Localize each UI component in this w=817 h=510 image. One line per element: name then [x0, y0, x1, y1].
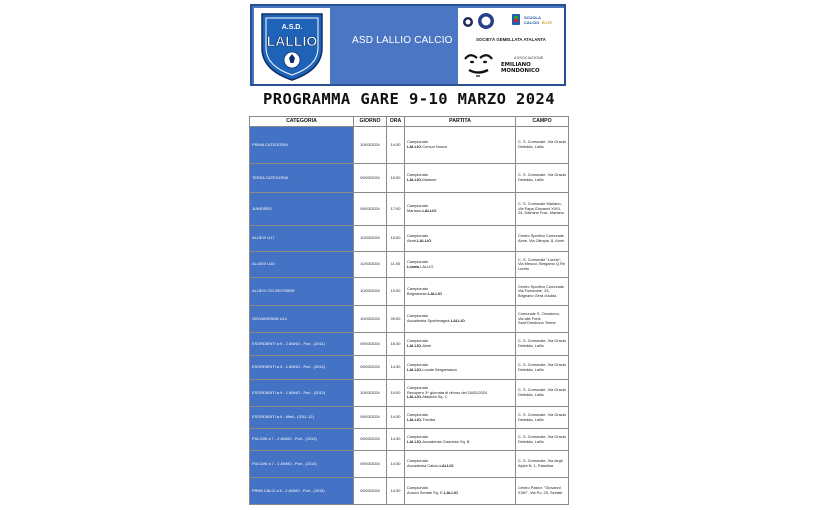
- table-row: [250, 407, 569, 429]
- cell-partita: [405, 164, 516, 193]
- cell-partita: [405, 333, 516, 356]
- away-team: LALLIO: [439, 463, 454, 468]
- cell-giorno: 09/03/2024: [354, 451, 387, 478]
- col-header-partita: PARTITA: [405, 117, 516, 127]
- away-team: Accademia Cisanese Sq. B: [422, 438, 470, 444]
- cell-giorno: 09/03/2024: [354, 193, 387, 226]
- home-team: LALLIO: [407, 343, 422, 348]
- cell-partita: [405, 306, 516, 333]
- cell-partita: [405, 380, 516, 407]
- team-separator: -: [418, 263, 421, 269]
- cell-categoria: ALLIEVI CSI 2007/08/09: [250, 278, 354, 306]
- competition-label: Campionato: [407, 485, 428, 491]
- cell-categoria: PRIMA CATEGORIA: [250, 127, 354, 164]
- svg-text:ÉLITE: ÉLITE: [542, 21, 552, 25]
- competition-label: Campionato: [407, 258, 428, 264]
- home-team: LALLIO: [407, 438, 422, 444]
- club-crest-icon: [254, 8, 330, 84]
- cell-partita: [405, 278, 516, 306]
- cell-partita: [405, 356, 516, 380]
- cell-campo: C. S. Comunale, Via Grazia Deledda, Lallio: [516, 407, 569, 429]
- table-row: [250, 306, 569, 333]
- home-team: Accademia Calcio: [407, 463, 439, 468]
- competition-label: Campionato: [407, 285, 428, 291]
- cell-giorno: 09/03/2024: [354, 356, 387, 380]
- match-teams: [407, 417, 435, 422]
- away-team: Comun Nuovo: [422, 144, 448, 149]
- cell-ora: 14:30: [387, 356, 405, 380]
- cell-campo: Centro Sportivo Comunale Almè, Via Olimpia, 8, Almè: [516, 226, 569, 252]
- table-row: [250, 278, 569, 306]
- association-name: EMILIANO MONDONICO: [501, 62, 540, 74]
- page-title: PROGRAMMA GARE 9-10 MARZO 2024: [263, 90, 555, 108]
- cell-partita: [405, 127, 516, 164]
- cell-categoria: PULCINI a 7 - 2 ANNO - Puri - (2013): [250, 429, 354, 451]
- col-header-campo: CAMPO: [516, 117, 569, 127]
- association-label: ASSOCIAZIONE: [514, 56, 544, 60]
- match-teams: [407, 394, 447, 399]
- cell-ora: 10:00: [387, 278, 405, 306]
- club-logo: [254, 8, 330, 84]
- table-row: [250, 380, 569, 407]
- col-header-giorno: GIORNO: [354, 117, 387, 127]
- cell-campo: Centro Sportivo Comunale, Via Fontanine, 23, Brignano Gera d'Adda: [516, 278, 569, 306]
- competition-label: Campionato: [407, 433, 428, 439]
- home-team: LALLIO: [407, 144, 422, 149]
- team-separator: -: [421, 394, 423, 400]
- home-team: LALLIO: [407, 366, 422, 372]
- cell-ora: 09:00: [387, 306, 405, 333]
- cell-ora: 14:30: [387, 407, 405, 429]
- col-header-categoria: CATEGORIA: [250, 117, 354, 127]
- competition-label: Campionato: [407, 139, 428, 145]
- match-teams: [407, 208, 436, 213]
- match-teams: [407, 318, 465, 323]
- cell-ora: 10:00: [387, 226, 405, 252]
- cell-ora: 11:00: [387, 252, 405, 278]
- svg-text:LALLIO: LALLIO: [266, 33, 318, 49]
- competition-label: Campionato: [407, 338, 428, 344]
- match-teams: [407, 490, 458, 495]
- cell-categoria: JUNIORES: [250, 193, 354, 226]
- cell-campo: C. S. Comunale, Via Grazia Deledda, Lallio: [516, 356, 569, 380]
- away-team: LALLIO: [420, 263, 434, 269]
- cell-categoria: ESORDIENTI a 9 - 2 ANNO - Puri - (2011): [250, 333, 354, 356]
- cell-campo: Centro Pastor. "Giovanni XXIII", Via Po, 25, Seriate: [516, 478, 569, 505]
- cell-giorno: 09/03/2024: [354, 478, 387, 505]
- competition-label: Campionato: [407, 385, 428, 391]
- cell-ora: 14:30: [387, 127, 405, 164]
- away-team: Locate Bergamasco: [422, 366, 457, 372]
- table-row: [250, 164, 569, 193]
- away-team: LALLIO: [443, 490, 459, 495]
- competition-label: Campionato: [407, 313, 428, 319]
- table-row: [250, 478, 569, 505]
- twinned-society-label: SOCIETÀ GEMELLATA ATALANTA: [476, 37, 546, 42]
- competition-label: Campionato: [407, 361, 428, 367]
- home-team: Accademia Sportimagna: [407, 318, 450, 323]
- home-team: Almè: [407, 237, 416, 243]
- partner-crests: [462, 11, 562, 37]
- match-teams: [407, 291, 442, 296]
- team-separator: -: [421, 366, 423, 372]
- competition-label: Campionato: [407, 203, 428, 209]
- table-row: [250, 429, 569, 451]
- cell-campo: C. S. Comunale "Loreto", Via Meucci, Bergamo Q.Re Loreto: [516, 252, 569, 278]
- team-separator: -: [421, 343, 423, 348]
- header-banner: [250, 4, 566, 86]
- cell-ora: 14:30: [387, 429, 405, 451]
- cell-ora: 14:30: [387, 451, 405, 478]
- team-separator: -: [421, 438, 423, 444]
- cell-giorno: 10/03/2024: [354, 127, 387, 164]
- match-teams: [407, 343, 431, 348]
- away-team: Almè: [422, 343, 432, 348]
- table-row: [250, 193, 569, 226]
- cell-campo: C. S. Comunale, Via Grazia Deledda, Lallio: [516, 380, 569, 407]
- match-teams: [407, 264, 433, 269]
- cell-giorno: 09/03/2024: [354, 429, 387, 451]
- cell-partita: [405, 193, 516, 226]
- team-separator: -: [438, 463, 440, 468]
- team-separator: -: [415, 237, 418, 243]
- table-header-row: [250, 117, 569, 127]
- away-team: Treviba: [422, 416, 436, 422]
- svg-text:SCUOLA: SCUOLA: [524, 15, 541, 20]
- competition-label: Campionato: [407, 411, 428, 417]
- home-team: LALLIO: [407, 416, 422, 422]
- match-teams: [407, 238, 431, 243]
- away-team: LALLIO: [417, 237, 432, 243]
- cell-giorno: 09/03/2024: [354, 164, 387, 193]
- cell-campo: C. S. Comunale, Via Grazia Deledda, Lallio: [516, 127, 569, 164]
- cell-categoria: GIOVANISSIMI U14: [250, 306, 354, 333]
- match-teams: [407, 439, 470, 444]
- cell-giorno: 09/03/2024: [354, 407, 387, 429]
- cell-campo: C. S. Comunale, Via Grazia Deledda, Lallio: [516, 164, 569, 193]
- cell-ora: 14:30: [387, 478, 405, 505]
- team-separator: -: [421, 144, 423, 149]
- table-row: [250, 226, 569, 252]
- col-header-ora: ORA: [387, 117, 405, 127]
- table-row: [250, 252, 569, 278]
- cell-ora: 16:30: [387, 333, 405, 356]
- schedule-body: [250, 127, 569, 505]
- cell-ora: 17:00: [387, 193, 405, 226]
- svg-text:A.S.D.: A.S.D.: [281, 24, 303, 31]
- cell-categoria: ESORDIENTI a 9 - Misti - (2011-12): [250, 407, 354, 429]
- cell-campo: C. S. Comunale, Via Grazia Deledda, Lallio: [516, 429, 569, 451]
- mondonico-portrait-icon: [462, 50, 494, 80]
- home-team: LALLIO: [407, 177, 422, 182]
- competition-label: Campionato: [407, 232, 428, 238]
- cell-campo: C. S. Comunale, Via Grazia Deledda, Lallio: [516, 333, 569, 356]
- cell-giorno: 10/03/2024: [354, 306, 387, 333]
- team-separator: -: [426, 290, 428, 296]
- cell-partita: [405, 226, 516, 252]
- table-row: [250, 356, 569, 380]
- cell-partita: [405, 407, 516, 429]
- cell-categoria: PRIMI CALCI a 5 - 2 ANNO - Puri - (2015): [250, 478, 354, 505]
- cell-partita: [405, 429, 516, 451]
- cell-partita: [405, 252, 516, 278]
- team-separator: -: [421, 208, 423, 213]
- home-team: Mariano: [407, 208, 422, 213]
- svg-text:CALCIO: CALCIO: [524, 20, 540, 25]
- away-team: LALLIO: [422, 208, 437, 213]
- cell-categoria: ALLIEVI U16: [250, 252, 354, 278]
- cell-campo: C. S. Comunale, Via degli Alpini N. 1, Paladina: [516, 451, 569, 478]
- match-teams: [407, 177, 436, 182]
- cell-partita: [405, 451, 516, 478]
- table-row: [250, 127, 569, 164]
- away-team: Madone: [422, 177, 437, 182]
- match-note: Recupero 3^ giornata di ritorno del 24/02/2024: [407, 389, 488, 395]
- match-teams: [407, 144, 447, 149]
- cell-ora: 10:00: [387, 380, 405, 407]
- team-separator: -: [421, 416, 423, 422]
- home-team: Brignanese: [407, 290, 427, 296]
- home-team: Aurora Seriate Sq. E: [407, 490, 443, 495]
- cell-partita: [405, 478, 516, 505]
- competition-label: Campionato: [407, 458, 428, 464]
- away-team: LALLIO: [450, 318, 465, 323]
- cell-campo: C. S. Comunale Mariano, Via Papa Giovanni XXIII, 24, Dalmine Fraz. Mariano: [516, 193, 569, 226]
- table-row: [250, 451, 569, 478]
- cell-categoria: ESORDIENTI a 9 - 1 ANNO - Puri - (2012): [250, 380, 354, 407]
- cell-giorno: 09/03/2024: [354, 333, 387, 356]
- cell-categoria: TERZA CATEGORIA: [250, 164, 354, 193]
- cell-categoria: PULCINI a 7 - 1 ANNO - Puri - (2014): [250, 451, 354, 478]
- schedule-table: [249, 116, 569, 505]
- partner-logos: [458, 8, 564, 84]
- team-separator: -: [421, 177, 423, 182]
- competition-label: Campionato: [407, 172, 428, 178]
- cell-giorno: 10/03/2024: [354, 380, 387, 407]
- match-teams: [407, 367, 457, 372]
- cell-giorno: 10/03/2024: [354, 278, 387, 306]
- away-team: LALLIO: [427, 290, 443, 296]
- home-team: Lorata: [407, 263, 419, 269]
- table-row: [250, 333, 569, 356]
- cell-giorno: 10/03/2024: [354, 252, 387, 278]
- team-separator: -: [449, 318, 451, 323]
- cell-giorno: 10/03/2024: [354, 226, 387, 252]
- cell-ora: 19:00: [387, 164, 405, 193]
- cell-categoria: ALLIEVI U17: [250, 226, 354, 252]
- team-separator: -: [442, 490, 444, 495]
- match-teams: [407, 463, 453, 468]
- cell-categoria: ESORDIENTI a 9 - 1 ANNO - Puri - (2012): [250, 356, 354, 380]
- cell-campo: Comunale S. Omobono, Via alle Fonti, Sant'Omobono Terme: [516, 306, 569, 333]
- home-team: LALLIO: [407, 394, 422, 400]
- club-name: ASD LALLIO CALCIO: [352, 35, 453, 46]
- away-team: Atalanta Sq. C: [422, 394, 448, 400]
